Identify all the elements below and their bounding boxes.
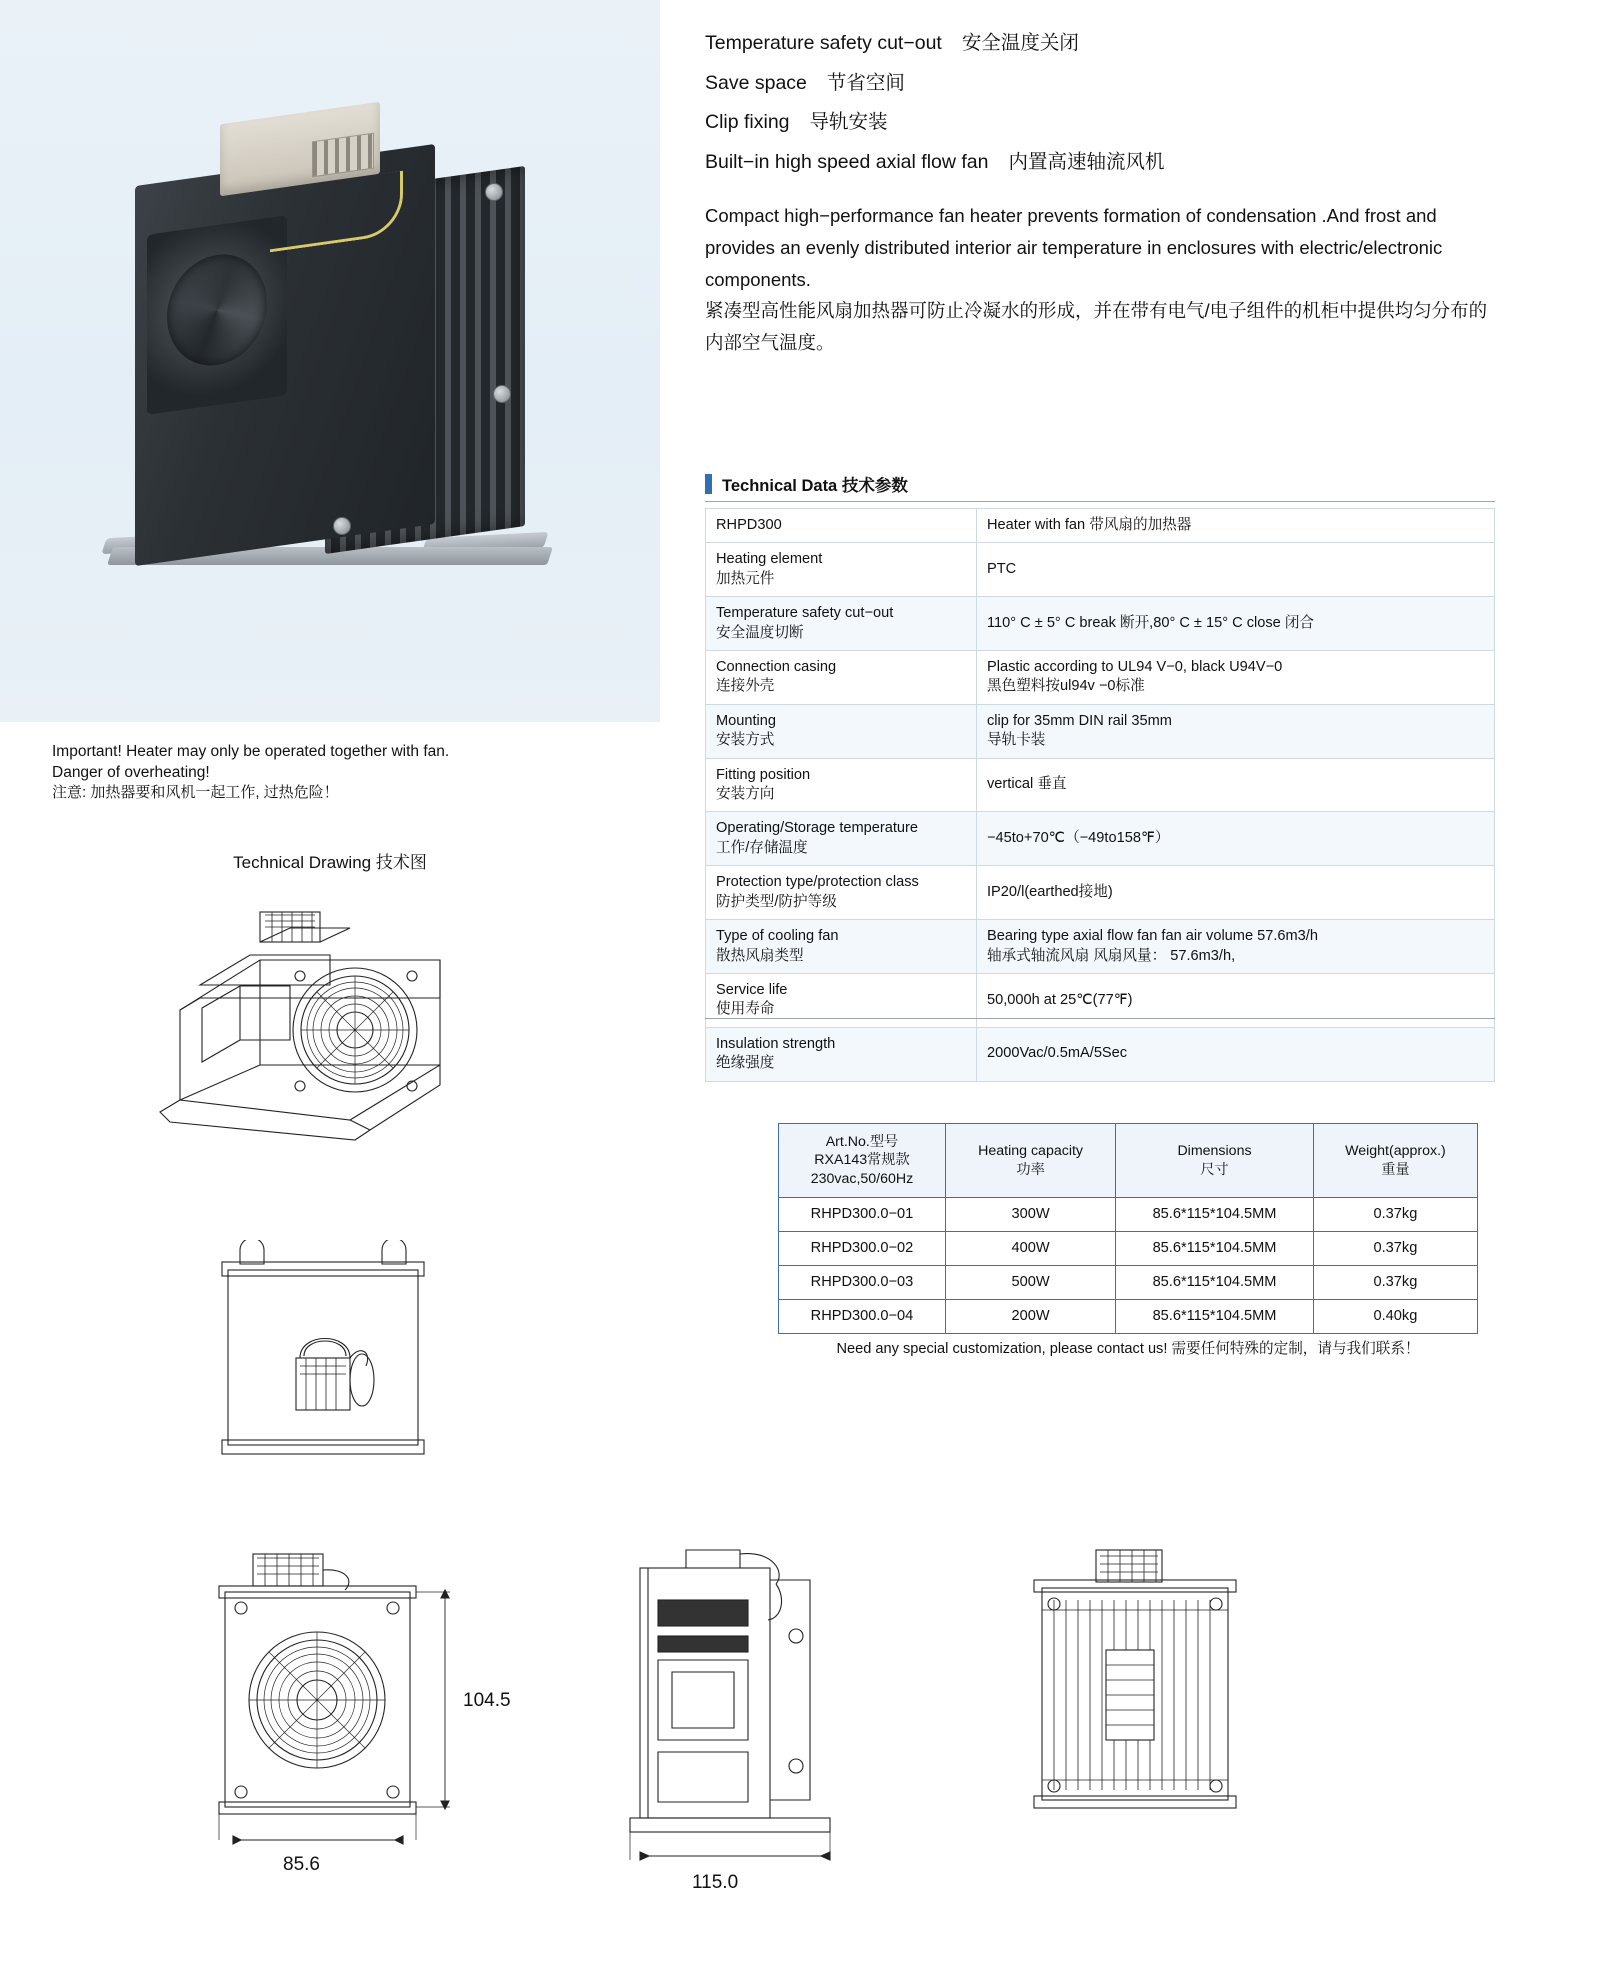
feature-zh: 导轨安装 (809, 111, 888, 134)
feature-en: Built−in high speed axial flow fan (705, 150, 989, 173)
model-dimensions: 85.6*115*104.5MM (1116, 1198, 1314, 1232)
tech-value (977, 651, 1495, 705)
feature-item (705, 143, 1525, 183)
model-dimensions: 85.6*115*104.5MM (1116, 1300, 1314, 1334)
tech-key-en: Connection casing (716, 659, 837, 676)
table-row (706, 651, 1495, 705)
tech-key (706, 812, 977, 866)
tech-key (706, 543, 977, 597)
product-photo (95, 85, 565, 565)
tech-key (706, 509, 977, 543)
technical-drawing-top-view (200, 1240, 450, 1485)
feature-en: Clip fixing (705, 111, 790, 134)
tech-value-en: −45to+70℃（−49to158℉） (987, 830, 1170, 847)
tech-value (977, 920, 1495, 974)
feature-list (705, 24, 1525, 182)
model-weight: 0.37kg (1313, 1198, 1477, 1232)
tech-key-zh: 安装方向 (716, 786, 775, 803)
model-artno: RHPD300.0−03 (779, 1266, 946, 1300)
tech-key (706, 704, 977, 758)
tech-value (977, 866, 1495, 920)
tech-value (977, 1027, 1495, 1081)
tech-value-en: Heater with fan 带风扇的加热器 (987, 517, 1192, 533)
model-capacity: 500W (945, 1266, 1115, 1300)
tech-value (977, 543, 1495, 597)
tech-value-en: vertical 垂直 (987, 776, 1067, 793)
models-table-header-row (779, 1124, 1478, 1198)
tech-value-zh: 导轨卡装 (987, 732, 1046, 749)
table-row (779, 1300, 1478, 1334)
table-row (706, 920, 1495, 974)
model-artno: RHPD300.0−02 (779, 1232, 946, 1266)
model-weight: 0.37kg (1313, 1232, 1477, 1266)
description (705, 200, 1505, 359)
tech-key (706, 920, 977, 974)
tech-value-en: Bearing type axial flow fan fan air volume 57.6m3/h (987, 928, 1318, 945)
feature-zh: 内置高速轴流风机 (1008, 150, 1165, 173)
tech-value (977, 704, 1495, 758)
technical-drawing-front-view (205, 1540, 535, 1900)
tech-key-en: Type of cooling fan (716, 928, 839, 945)
tech-key-zh: 绝缘强度 (716, 1055, 775, 1072)
tech-key-zh: 工作/存储温度 (716, 839, 808, 856)
important-note-zh: 注意: 加热器要和风机一起工作, 过热危险！ (52, 784, 339, 802)
model-capacity: 400W (945, 1232, 1115, 1266)
feature-item (705, 24, 1525, 64)
technical-drawing-side-view (600, 1540, 890, 1900)
dimension-depth: 115.0 (692, 1872, 739, 1893)
tech-key-zh: 散热风扇类型 (716, 947, 804, 964)
product-screw (333, 517, 351, 535)
tech-value (977, 597, 1495, 651)
tech-key (706, 597, 977, 651)
feature-zh: 节省空间 (826, 71, 905, 94)
tech-key-zh: 加热元件 (716, 570, 775, 587)
table-row (706, 509, 1495, 543)
feature-item (705, 103, 1525, 143)
feature-en: Save space (705, 71, 807, 94)
technical-data-title: Technical Data 技术参数 (722, 477, 908, 495)
technical-drawing-title: Technical Drawing 技术图 (233, 853, 427, 872)
tech-key-en: Protection type/protection class (716, 874, 919, 891)
tech-key-en: Temperature safety cut−out (716, 605, 894, 622)
product-screw (493, 385, 511, 403)
tech-key (706, 866, 977, 920)
table-row (706, 866, 1495, 920)
product-screw (485, 183, 503, 201)
product-photo-panel (0, 0, 660, 722)
tech-value-en: IP20/l(earthed接地) (987, 883, 1113, 900)
tech-key-en: Operating/Storage temperature (716, 820, 918, 837)
technical-drawing-isometric (140, 890, 540, 1190)
tech-value-en: 110° C ± 5° C break 断开,80° C ± 15° C close 闭合 (987, 614, 1315, 631)
contact-note: Need any special customization, please contact us! 需要任何特殊的定制，请与我们联系！ (836, 1341, 1420, 1357)
tech-key (706, 651, 977, 705)
important-note (52, 742, 482, 803)
model-dimensions: 85.6*115*104.5MM (1116, 1232, 1314, 1266)
product-fan (147, 215, 287, 415)
description-zh: 紧凑型高性能风扇加热器可防止冷凝水的形成，并在带有电气/电子组件的机柜中提供均匀分布的内部空气温度。 (705, 300, 1488, 354)
models-col-weight: Weight(approx.) 重量 (1313, 1124, 1477, 1198)
tech-key-zh: 防护类型/防护等级 (716, 893, 837, 910)
tech-value (977, 758, 1495, 812)
models-col-dimensions: Dimensions 尺寸 (1116, 1124, 1314, 1198)
feature-en: Temperature safety cut−out (705, 32, 942, 54)
technical-data-header (705, 472, 1495, 502)
dimension-height: 104.5 (463, 1690, 511, 1711)
tech-value-en: 2000Vac/0.5mA/5Sec (987, 1045, 1128, 1062)
feature-item (705, 64, 1525, 104)
model-weight: 0.40kg (1313, 1300, 1477, 1334)
tech-key-en: Fitting position (716, 766, 811, 783)
description-en: Compact high−performance fan heater prevents formation of condensation .And frost and provides an evenly distributed interior air temperature in enclosures with electric/electronic components. (705, 205, 1443, 290)
tech-value-en: 50,000h at 25℃(77℉) (987, 991, 1133, 1008)
feature-zh: 安全温度关闭 (961, 32, 1079, 54)
tech-key-zh: 安全温度切断 (716, 624, 804, 641)
tech-key (706, 973, 977, 1027)
table-row (706, 758, 1495, 812)
tech-key (706, 758, 977, 812)
table-row (706, 597, 1495, 651)
tech-key-zh: 安装方式 (716, 732, 775, 749)
model-artno: RHPD300.0−01 (779, 1198, 946, 1232)
table-row (706, 1027, 1495, 1081)
tech-key-en: Mounting (716, 712, 777, 729)
table-row (779, 1232, 1478, 1266)
model-dimensions: 85.6*115*104.5MM (1116, 1266, 1314, 1300)
tech-value (977, 509, 1495, 543)
tech-key-zh: 使用寿命 (716, 1001, 775, 1018)
table-row (706, 973, 1495, 1027)
tech-value-en: PTC (987, 561, 1017, 578)
technical-drawing-rear-view (1020, 1540, 1250, 1870)
tech-value-en: Plastic according to UL94 V−0, black U94V−0 (987, 659, 1283, 676)
tech-key-zh: 连接外壳 (716, 678, 775, 695)
tech-key-en: Service life (716, 981, 788, 998)
tech-value-en: clip for 35mm DIN rail 35mm (987, 712, 1172, 729)
tech-value (977, 973, 1495, 1027)
model-artno: RHPD300.0−04 (779, 1300, 946, 1334)
dimension-width: 85.6 (283, 1854, 320, 1875)
model-weight: 0.37kg (1313, 1266, 1477, 1300)
tech-value-zh: 轴承式轴流风扇 风扇风量： 57.6m3/h, (987, 947, 1236, 964)
model-capacity: 300W (945, 1198, 1115, 1232)
technical-data-table (705, 508, 1495, 1082)
tech-key-en: Heating element (716, 551, 823, 568)
accent-bar-icon (705, 474, 712, 494)
table-row (706, 812, 1495, 866)
technical-data-bottom-rule (705, 1018, 1495, 1019)
table-row (779, 1198, 1478, 1232)
table-row (706, 543, 1495, 597)
important-note-en: Important! Heater may only be operated together with fan. Danger of overheating! (52, 743, 450, 781)
tech-key (706, 1027, 977, 1081)
tech-key-en: Insulation strength (716, 1035, 836, 1052)
tech-value (977, 812, 1495, 866)
table-row (779, 1266, 1478, 1300)
table-row (706, 704, 1495, 758)
model-capacity: 200W (945, 1300, 1115, 1334)
models-table (778, 1123, 1478, 1334)
tech-value-zh: 黑色塑料按ul94v −0标准 (987, 678, 1145, 695)
tech-key-en: RHPD300 (716, 517, 782, 533)
models-col-artno: Art.No.型号 RXA143常规款 230vac,50/60Hz (779, 1124, 946, 1198)
models-col-capacity: Heating capacity 功率 (945, 1124, 1115, 1198)
